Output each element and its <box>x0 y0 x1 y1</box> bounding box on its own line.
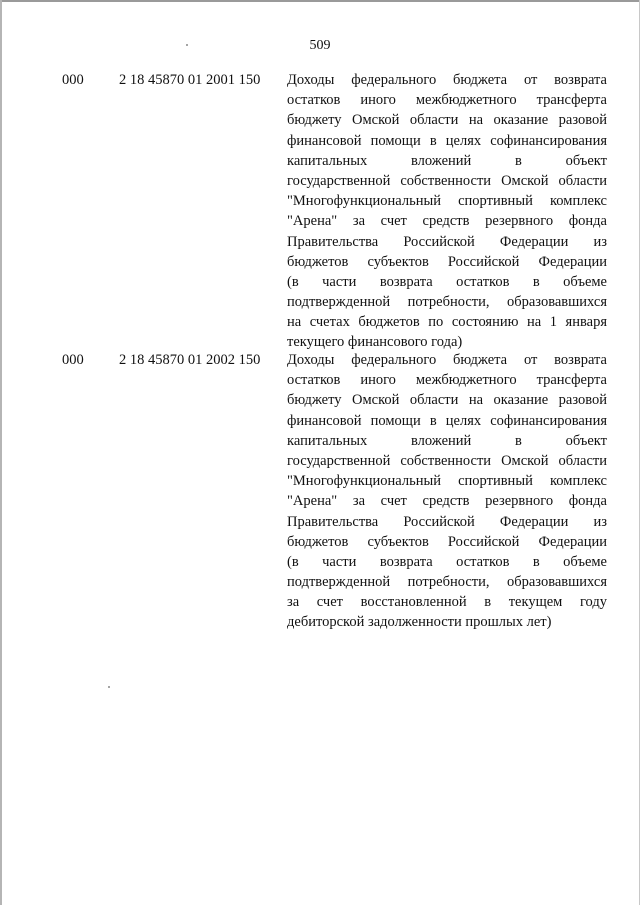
page-number: 509 <box>309 38 331 53</box>
scan-edge-top <box>0 0 640 2</box>
description-line: Правительства Российской Федерации из <box>287 513 607 530</box>
description-line: капитальных вложений в объект <box>287 432 607 449</box>
description-line: бюджетов субъектов Российской Федерации <box>287 253 607 270</box>
description-line: текущего финансового года) <box>287 334 463 351</box>
budget-classification-code: 2 18 45870 01 2001 150 <box>119 72 261 88</box>
entry-description <box>287 350 607 633</box>
description-line: бюджету Омской области на оказание разовой <box>287 392 607 409</box>
entry-description <box>287 70 607 353</box>
description-line: государственной собственности Омской области <box>287 172 607 189</box>
description-line: "Многофункциональный спортивный комплекс <box>287 193 607 210</box>
description-line: бюджету Омской области на оказание разовой <box>287 112 607 129</box>
description-line: подтвержденной потребности, образовавшихся <box>287 294 607 311</box>
description-line: (в части возврата остатков в объеме <box>287 553 607 570</box>
description-line: финансовой помощи в целях софинансирования <box>287 412 607 429</box>
description-line: Доходы федерального бюджета от возврата <box>287 352 607 368</box>
description-line: остатков иного межбюджетного трансферта <box>287 92 607 109</box>
scan-speck <box>108 686 110 688</box>
description-line: подтвержденной потребности, образовавшихся <box>287 574 607 591</box>
description-line: бюджетов субъектов Российской Федерации <box>287 533 607 550</box>
description-line: финансовой помощи в целях софинансирования <box>287 132 607 149</box>
description-line: Доходы федерального бюджета от возврата <box>287 72 607 88</box>
description-line: "Арена" за счет средств резервного фонда <box>287 493 607 510</box>
description-line: государственной собственности Омской области <box>287 452 607 469</box>
description-line: на счетах бюджетов по состоянию на 1 января <box>287 314 607 331</box>
scan-edge-left <box>0 0 2 905</box>
description-line: капитальных вложений в объект <box>287 152 607 169</box>
admin-code: 000 <box>62 72 84 88</box>
description-line: дебиторской задолженности прошлых лет) <box>287 614 552 631</box>
description-line: остатков иного межбюджетного трансферта <box>287 372 607 389</box>
description-line: Правительства Российской Федерации из <box>287 233 607 250</box>
description-line: "Арена" за счет средств резервного фонда <box>287 213 607 230</box>
budget-classification-code: 2 18 45870 01 2002 150 <box>119 352 261 368</box>
admin-code: 000 <box>62 352 84 368</box>
description-line: за счет восстановленной в текущем году <box>287 594 607 611</box>
description-line: "Многофункциональный спортивный комплекс <box>287 473 607 490</box>
description-line: (в части возврата остатков в объеме <box>287 273 607 290</box>
